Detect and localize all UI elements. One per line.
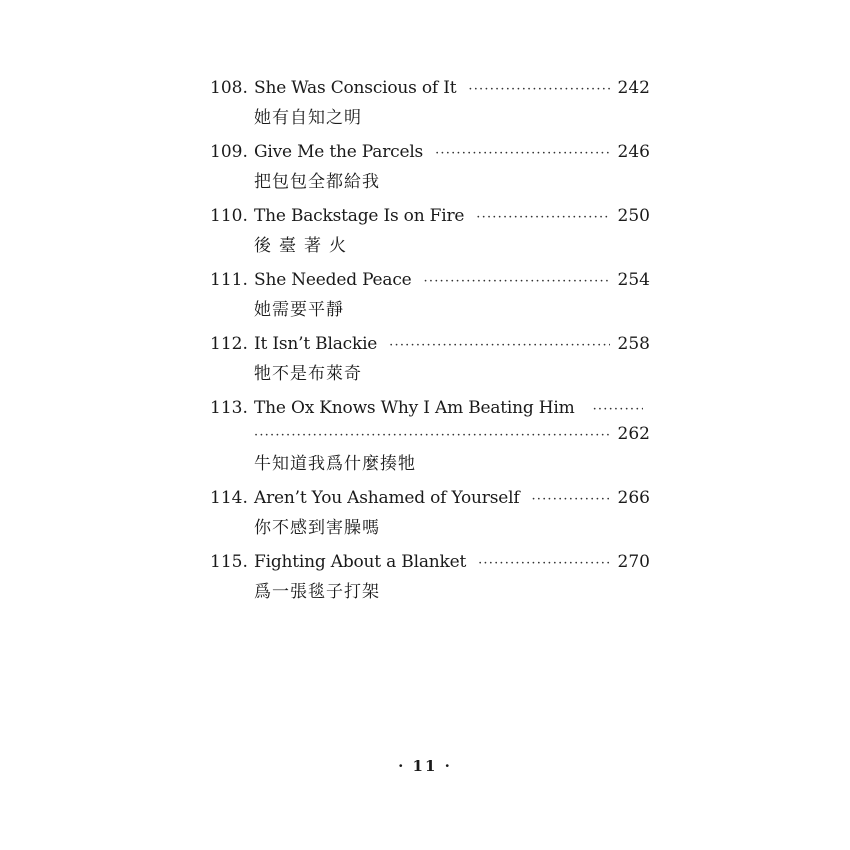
dot-leader <box>531 492 610 507</box>
toc-entry-line <box>210 334 650 360</box>
toc-entry-114 <box>210 488 650 542</box>
entry-title: It Isn’t Blackie <box>254 334 378 354</box>
entry-title: The Backstage Is on Fire <box>254 206 465 226</box>
table-of-contents <box>210 78 650 616</box>
entry-page-number: 270 <box>617 552 650 572</box>
entry-chinese-title: 她有自知之明 <box>254 108 362 128</box>
toc-entry-109 <box>210 142 650 196</box>
entry-page-number: 258 <box>617 334 650 354</box>
entry-page-number: 266 <box>617 488 650 508</box>
entry-chinese-title: 你不感到害臊嗎 <box>254 518 380 538</box>
dot-leader <box>389 338 610 353</box>
entry-number: 109. <box>210 142 248 162</box>
entry-page-number: 242 <box>617 78 650 98</box>
entry-page-number: 262 <box>617 424 650 444</box>
toc-entry-111 <box>210 270 650 324</box>
dot-leader <box>254 428 610 443</box>
entry-page-number: 254 <box>617 270 650 290</box>
dot-leader <box>478 556 610 571</box>
entry-number: 112. <box>210 334 248 354</box>
dot-leader <box>435 146 610 161</box>
entry-title: She Needed Peace <box>254 270 412 290</box>
toc-entry-line <box>210 398 650 424</box>
toc-entry-line <box>210 206 650 232</box>
toc-entry-108 <box>210 78 650 132</box>
entry-title: Fighting About a Blanket <box>254 552 467 572</box>
entry-title: Aren’t You Ashamed of Yourself <box>254 488 520 508</box>
toc-entry-line <box>210 78 650 104</box>
entry-page-number: 246 <box>617 142 650 162</box>
toc-entry-110 <box>210 206 650 260</box>
entry-chinese-title: 牛知道我爲什麼揍牠 <box>254 454 416 474</box>
entry-number: 111. <box>210 270 248 290</box>
dot-leader <box>468 82 610 97</box>
dot-leader <box>476 210 610 225</box>
entry-chinese-title: 她需要平靜 <box>254 300 344 320</box>
entry-title: She Was Conscious of It <box>254 78 457 98</box>
entry-chinese-title: 牠不是布萊奇 <box>254 364 362 384</box>
toc-entry-115 <box>210 552 650 606</box>
toc-entry-line <box>210 552 650 578</box>
entry-number: 110. <box>210 206 248 226</box>
entry-title: Give Me the Parcels <box>254 142 424 162</box>
entry-number: 114. <box>210 488 248 508</box>
toc-entry-line <box>210 270 650 296</box>
dot-leader <box>424 274 610 289</box>
entry-number: 108. <box>210 78 248 98</box>
toc-entry-112 <box>210 334 650 388</box>
entry-chinese-title: 爲一張毯子打架 <box>254 582 380 602</box>
entry-chinese-title: 後臺著火 <box>254 236 354 256</box>
toc-entry-113 <box>210 398 650 478</box>
dot-leader <box>593 402 643 417</box>
toc-entry-continuation-line <box>254 424 650 450</box>
page-footer-number: · 11 · <box>398 757 452 775</box>
entry-number: 115. <box>210 552 248 572</box>
entry-title: The Ox Knows Why I Am Beating Him <box>254 398 575 418</box>
toc-entry-line <box>210 142 650 168</box>
entry-chinese-title: 把包包全都給我 <box>254 172 380 192</box>
toc-entry-line <box>210 488 650 514</box>
entry-number: 113. <box>210 398 248 418</box>
entry-page-number: 250 <box>617 206 650 226</box>
